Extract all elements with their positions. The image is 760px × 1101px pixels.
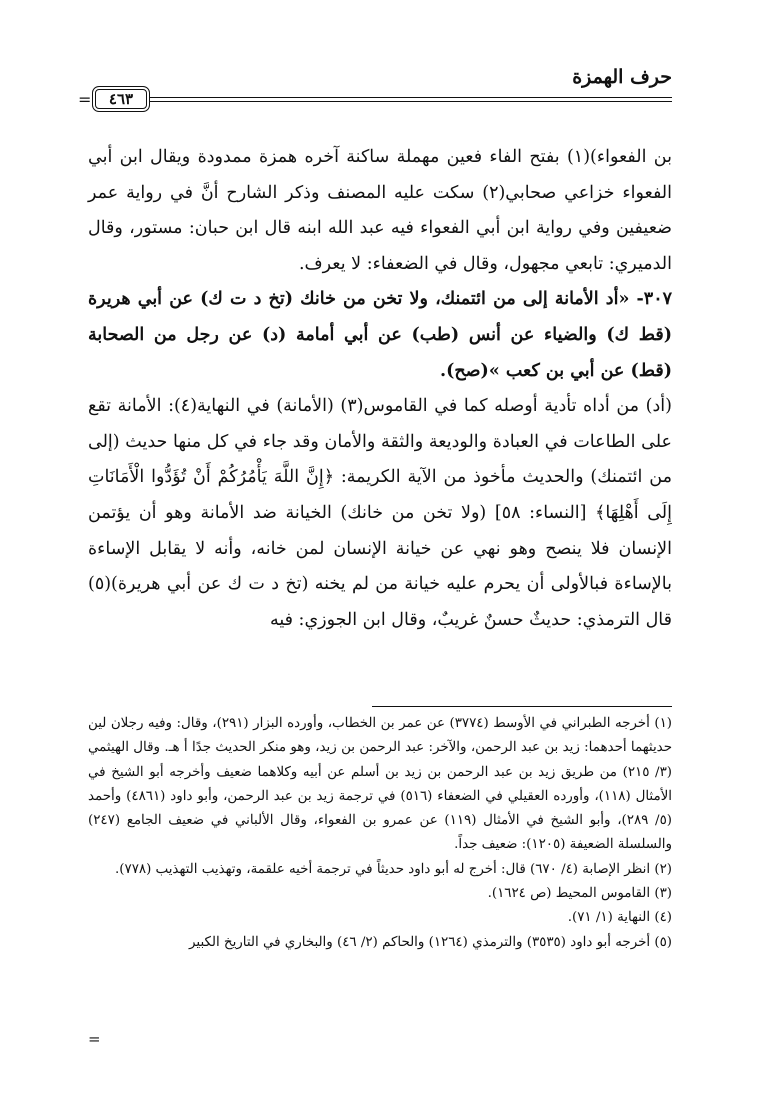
paragraph-commentary: (أد) من أداه تأدية أوصله كما في القاموس(٣) (الأمانة) في النهاية(٤): الأمانة تقع على الطاعات في العبادة والوديعة والثقة والأمان وقد جاء في كل منها حديث (إلى من ائتمنك) والحديث مأخوذ من الآية الكريمة: ﴿إِنَّ اللَّهَ يَأْمُرُكُمْ أَنْ تُؤَدُّوا الْأَمَانَاتِ إِلَى أَهْلِهَا﴾ [النساء: ٥٨] (ولا تخن من خانك) الخيانة ضد الأمانة وهو أن يؤتمن الإنسان فلا ينصح وهو نهي عن خيانة الإنسان لمن خانه، وأنه لا يقابل الإساءة بالإساءة فبالأولى أن يحرم عليه خيانة من لم يخنه (تخ د ت ك عن أبي هريرة)(٥) قال الترمذي: حديثٌ حسنٌ غريبٌ، وقال ابن الجوزي: فيه (88, 396, 672, 630)
footnote-separator (372, 706, 672, 707)
hadith-text: ٣٠٧- «أد الأمانة إلى من ائتمنك، ولا تخن من خانك (تخ د ت ك) عن أبي هريرة (قط ك) والضياء عن أنس (طب) عن أبي أمامة (د) عن رجل من الصحابة (قط) عن أبي بن كعب »(صح). (88, 289, 672, 381)
chapter-title: حرف الهمزة (572, 66, 672, 88)
header-ornament: = (78, 90, 92, 109)
main-text (88, 140, 672, 638)
page-number: ٤٦٣ (92, 86, 150, 112)
footnote-2: (٢) انظر الإصابة (٤/ ٦٧٠) قال: أخرج له أبو داود حديثاً في ترجمة أخيه علقمة، وتهذيب التهذيب (٧٧٨). (115, 861, 672, 877)
continuation-mark: = (88, 1030, 101, 1048)
paragraph-continuation: بن الفعواء)(١) بفتح الفاء فعين مهملة ساكنة آخره همزة ممدودة ويقال ابن أبي الفعواء خزاعي صحابي(٢) سكت عليه المصنف وذكر الشارح أنَّ في رواية عمر ضعيفين وفي رواية ابن أبي الفعواء فيه عبد الله ابنه قال ابن حبان: مستور، وقال الدميري: تابعي مجهول، وقال في الضعفاء: لا يعرف. (88, 147, 672, 274)
page-header (78, 66, 672, 114)
footnotes (88, 712, 672, 955)
header-rule (150, 97, 672, 102)
footnote-5: (٥) أخرجه أبو داود (٣٥٣٥) والترمذي (١٢٦٤) والحاكم (٢/ ٤٦) والبخاري في التاريخ الكبير (189, 934, 672, 950)
footnote-3: (٣) القاموس المحيط (ص ١٦٢٤). (487, 886, 672, 902)
footnote-4: (٤) النهاية (١/ ٧١). (567, 910, 672, 926)
footnote-1: (١) أخرجه الطبراني في الأوسط (٣٧٧٤) عن عمر بن الخطاب، وأورده البزار (٢٩١)، وقال: وفيه رجلان لين حديثهما أحدهما: زيد بن عبد الرحمن، والآخر: عبد الرحمن بن زيد، وهو منكر الحديث جدًا أ هـ. وقال الهيثمي (٣/ ٢١٥) من طريق زيد بن عبد الرحمن بن زيد بن أسلم عن أبيه وكلاهما ضعيف وأخرجه أبو الشيخ في الأمثال (١١٨)، وأورده العقيلي في الضعفاء (٥١٦) في ترجمة زيد بن عبد الرحمن، وأبو داود (٤٨٦١) وأحمد (٥/ ٢٨٩)، وأبو الشيخ في الأمثال (١١٩) عن عمرو بن الفعواء، وقال الألباني في ضعيف الجامع (٢٤٧) والسلسلة الضعيفة (١٢٠٥): ضعيف جداً. (88, 716, 672, 853)
